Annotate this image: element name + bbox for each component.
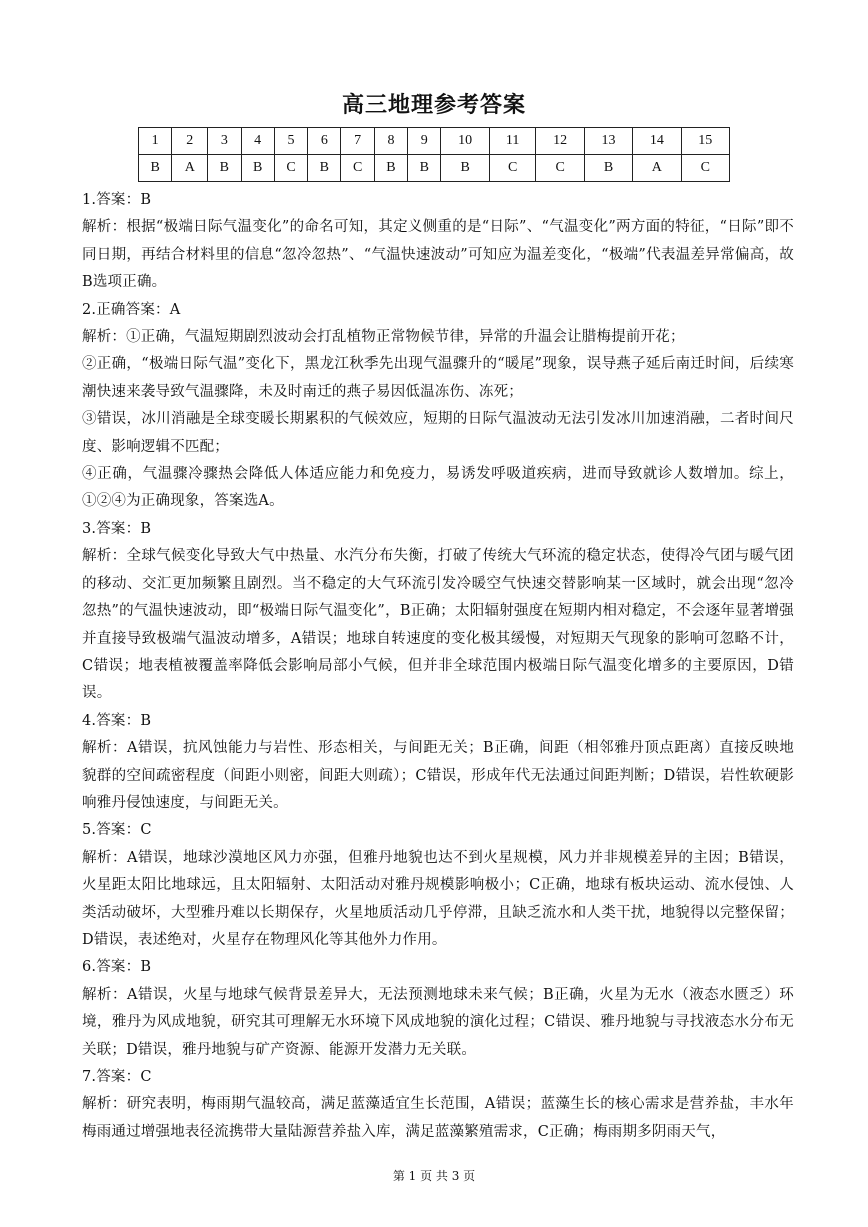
- question-number-cell: 14: [633, 128, 681, 155]
- answer-cell: C: [341, 155, 374, 182]
- question-number-cell: 6: [308, 128, 341, 155]
- question-number-row: [139, 128, 730, 155]
- answer-cell: B: [374, 155, 407, 182]
- explanation-paragraph: 解析：A错误，抗风蚀能力与岩性、形态相关，与间距无关；B正确，间距（相邻雅丹顶点距离）直接反映地貌群的空间疏密程度（间距小则密，间距大则疏）；C错误，形成年代无法通过间距判断；D错误，岩性软硬影响雅丹侵蚀速度，与间距无关。: [82, 740, 794, 811]
- answer-cell: B: [241, 155, 274, 182]
- question-number-cell: 1: [139, 128, 172, 155]
- answer-heading: 3.答案：B: [82, 520, 152, 537]
- answer-heading: 6.答案：B: [82, 959, 152, 976]
- question-number-cell: 11: [489, 128, 536, 155]
- explanation-paragraph: 解析：A错误，火星与地球气候背景差异大，无法预测地球未来气候；B正确，火星为无水（液态水匮乏）环境，雅丹为风成地貌，研究其可理解无水环境下风成地貌的演化过程；C错误、雅丹地貌与寻找液态水分布无关联；D错误，雅丹地貌与矿产资源、能源开发潜力无关联。: [82, 986, 794, 1058]
- question-number-cell: 2: [172, 128, 208, 155]
- answer-cell: A: [633, 155, 681, 182]
- answer-cell: C: [536, 155, 584, 182]
- answer-cell: C: [681, 155, 729, 182]
- answer-cell: A: [172, 155, 208, 182]
- answer-cell: B: [308, 155, 341, 182]
- question-number-cell: 9: [408, 128, 441, 155]
- answer-heading: 7.答案：C: [82, 1069, 152, 1085]
- question-number-cell: 15: [681, 128, 729, 155]
- explanation-paragraph: 解析：研究表明，梅雨期气温较高，满足蓝藻适宜生长范围，A错误；蓝藻生长的核心需求是营养盐，丰水年梅雨通过增强地表径流携带大量陆源营养盐入库，满足蓝藻繁殖需求，C正确；梅雨期多阴雨天气，: [82, 1096, 794, 1140]
- question-number-cell: 3: [208, 128, 241, 155]
- answer-row: [139, 155, 730, 182]
- question-number-cell: 13: [584, 128, 632, 155]
- explanation-paragraph: 解析：A错误，地球沙漠地区风力亦强，但雅丹地貌也达不到火星规模，风力并非规模差异的主因；B错误，火星距太阳比地球远，且太阳辐射、太阳活动对雅丹规模影响极小；C正确，地球有板块运动、流水侵蚀、人类活动破坏，大型雅丹难以长期保存，火星地质活动几乎停滞，且缺乏流水和人类干扰，地貌得以完整保留；D错误，表述绝对，火星存在物理风化等其他外力作用。: [82, 849, 794, 948]
- answer-cell: C: [489, 155, 536, 182]
- answer-cell: B: [139, 155, 172, 182]
- answer-table: [138, 127, 730, 182]
- explanation-paragraph: 解析：①正确，气温短期剧烈波动会打乱植物正常物候节律，异常的升温会让腊梅提前开花；: [82, 329, 685, 346]
- answer-heading: 5.答案：C: [82, 822, 152, 839]
- page-title: 高三地理参考答案: [341, 93, 526, 118]
- explanation-paragraph: ③错误，冰川消融是全球变暖长期累积的气候效应，短期的日际气温波动无法引发冰川加速消融，二者时间尺度、影响逻辑不匹配；: [82, 411, 794, 455]
- answer-heading: 2.正确答案：A: [82, 301, 181, 318]
- answer-cell: B: [441, 155, 489, 182]
- explanation-paragraph: ④正确，气温骤冷骤热会降低人体适应能力和免疫力，易诱发呼吸道疾病，进而导致就诊人数增加。综上，①②④为正确现象，答案选A。: [82, 466, 794, 510]
- answer-cell: B: [584, 155, 632, 182]
- question-number-cell: 5: [274, 128, 307, 155]
- answer-cell: C: [274, 155, 307, 182]
- question-number-cell: 10: [441, 128, 489, 155]
- answer-cell: B: [408, 155, 441, 182]
- question-number-cell: 12: [536, 128, 584, 155]
- explanation-paragraph: 解析：根据“极端日际气温变化”的命名可知，其定义侧重的是“日际”、“气温变化”两方面的特征，“日际”即不同日期，再结合材料里的信息“忽冷忽热”、“气温快速波动”可知应为温差变化，“极端”代表温差异常偏高，故B选项正确。: [82, 219, 794, 291]
- question-number-cell: 8: [374, 128, 407, 155]
- explanation-paragraph: ②正确，“极端日际气温”变化下，黑龙江秋季先出现气温骤升的“暖尾”现象，误导燕子延后南迁时间，后续寒潮快速来袭导致气温骤降，未及时南迁的燕子易因低温冻伤、冻死；: [82, 356, 794, 400]
- explanation-body: [82, 187, 794, 1146]
- question-number-cell: 7: [341, 128, 374, 155]
- question-number-cell: 4: [241, 128, 274, 155]
- answer-heading: 1.答案：B: [82, 192, 152, 208]
- page-footer: 第 1 页 共 3 页: [392, 1169, 476, 1183]
- answer-cell: B: [208, 155, 241, 182]
- answer-heading: 4.答案：B: [82, 712, 152, 729]
- explanation-paragraph: 解析：全球气候变化导致大气中热量、水汽分布失衡，打破了传统大气环流的稳定状态，使得冷气团与暖气团的移动、交汇更加频繁且剧烈。当不稳定的大气环流引发冷暖空气快速交替影响某一区域时，就会出现“忽冷忽热”的气温快速波动，即“极端日际气温变化”，B正确；太阳辐射强度在短期内相对稳定，不会逐年显著增强并直接导致极端气温波动增多，A错误；地球自转速度的变化极其缓慢，对短期天气现象的影响可忽略不计，C错误；地表植被覆盖率降低会影响局部小气候，但并非全球范围内极端日际气温变化增多的主要原因，D错误。: [82, 548, 794, 702]
